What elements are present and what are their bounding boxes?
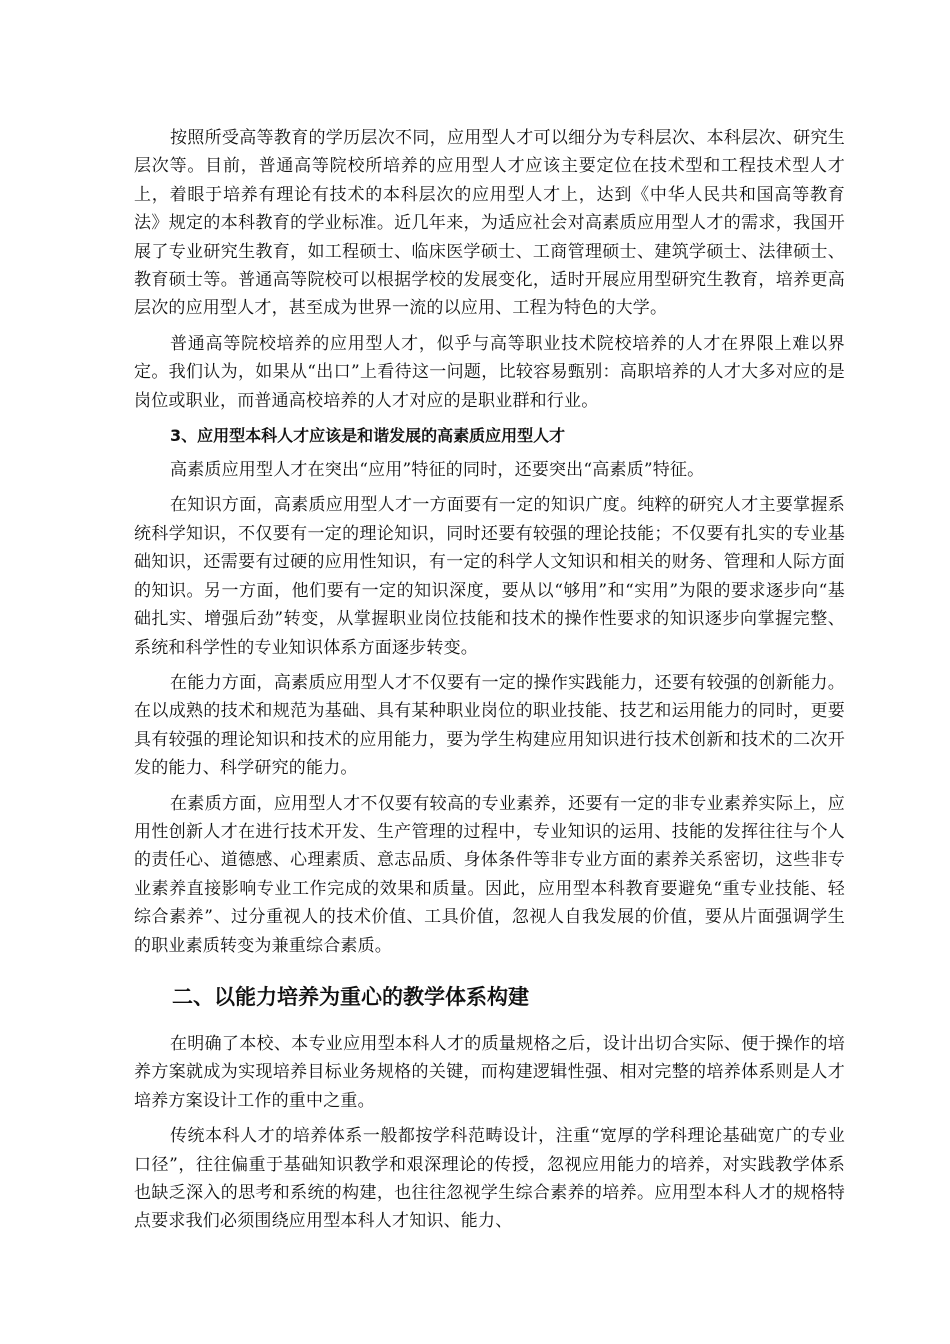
- paragraph-talent-levels: 按照所受高等教育的学历层次不同，应用型人才可以细分为专科层次、本科层次、研究生层次等。目前，普通高等院校所培养的应用型人才应该主要定位在技术型和工程技术型人才上，着眼于培养有理论有技术的本科层次的应用型人才上，达到《中华人民共和国高等教育法》规定的本科教育的学业标准。近几年来，为适应社会对高素质应用型人才的需求，我国开展了专业研究生教育，如工程硕士、临床医学硕士、工商管理硕士、建筑学硕士、法律硕士、教育硕士等。普通高等院校可以根据学校的发展变化，适时开展应用型研究生教育，培养更高层次的应用型人才，甚至成为世界一流的以应用、工程为特色的大学。: [134, 128, 845, 319]
- paragraph-knowledge-aspect: 在知识方面，高素质应用型人才一方面要有一定的知识广度。纯粹的研究人才主要掌握系统科学知识，不仅要有一定的理论知识，同时还要有较强的理论技能；不仅要有扎实的专业基础知识，还需要有过硬的应用性知识，有一定的科学人文知识和相关的财务、管理和人际方面的知识。另一方面，他们要有一定的知识深度，要从以“够用”和“实用”为限的要求逐步向“基础扎实、增强后劲”转变，从掌握职业岗位技能和技术的操作性要求的知识逐步向掌握完整、系统和科学性的专业知识体系方面逐步转变。: [134, 495, 845, 658]
- paragraph-ability-aspect: 在能力方面，高素质应用型人才不仅要有一定的操作实践能力，还要有较强的创新能力。在以成熟的技术和规范为基础、具有某种职业岗位的职业技能、技艺和运用能力的同时，更要具有较强的理论知识和技术的应用能力，要为学生构建应用知识进行技术创新和技术的二次开发的能力、科学研究的能力。: [134, 672, 845, 779]
- paragraph-training-plan: 在明确了本校、本专业应用型本科人才的质量规格之后，设计出切合实际、便于操作的培养方案就成为实现培养目标业务规格的关键，而构建逻辑性强、相对完整的培养体系则是人才培养方案设计工作的重中之重。: [134, 1033, 845, 1111]
- subheading-harmonious-development: 3、应用型本科人才应该是和谐发展的高素质应用型人才: [170, 426, 566, 446]
- paragraph-vocational-distinction: 普通高等院校培养的应用型人才，似乎与高等职业技术院校培养的人才在界限上难以界定。我们认为，如果从“出口”上看待这一问题，比较容易甄别：高职培养的人才大多对应的是岗位或职业，而普通高校培养的人才对应的是职业群和行业。: [134, 333, 845, 411]
- section-heading-teaching-system: 二、以能力培养为重心的教学体系构建: [172, 984, 529, 1009]
- document-page: [134, 124, 845, 1243]
- paragraph-high-quality-intro: 高素质应用型人才在突出“应用”特征的同时，还要突出“高素质”特征。: [170, 460, 705, 481]
- paragraph-traditional-system: 传统本科人才的培养体系一般都按学科范畴设计，注重“宽厚的学科理论基础宽广的专业口径”，往往偏重于基础知识教学和艰深理论的传授，忽视应用能力的培养，对实践教学体系也缺乏深入的思考和系统的构建，也往往忽视学生综合素养的培养。应用型本科人才的规格特点要求我们必须围绕应用型本科人才知识、能力、: [134, 1126, 845, 1232]
- paragraph-quality-aspect: 在素质方面，应用型人才不仅要有较高的专业素养，还要有一定的非专业素养实际上，应用性创新人才在进行技术开发、生产管理的过程中，专业知识的运用、技能的发挥往往与个人的责任心、道德感、心理素质、意志品质、身体条件等非专业方面的素养关系密切，这些非专业素养直接影响专业工作完成的效果和质量。因此，应用型本科教育要避免“重专业技能、轻综合素养”、过分重视人的技术价值、工具价值，忽视人自我发展的价值，要从片面强调学生的职业素质转变为兼重综合素质。: [134, 793, 845, 956]
